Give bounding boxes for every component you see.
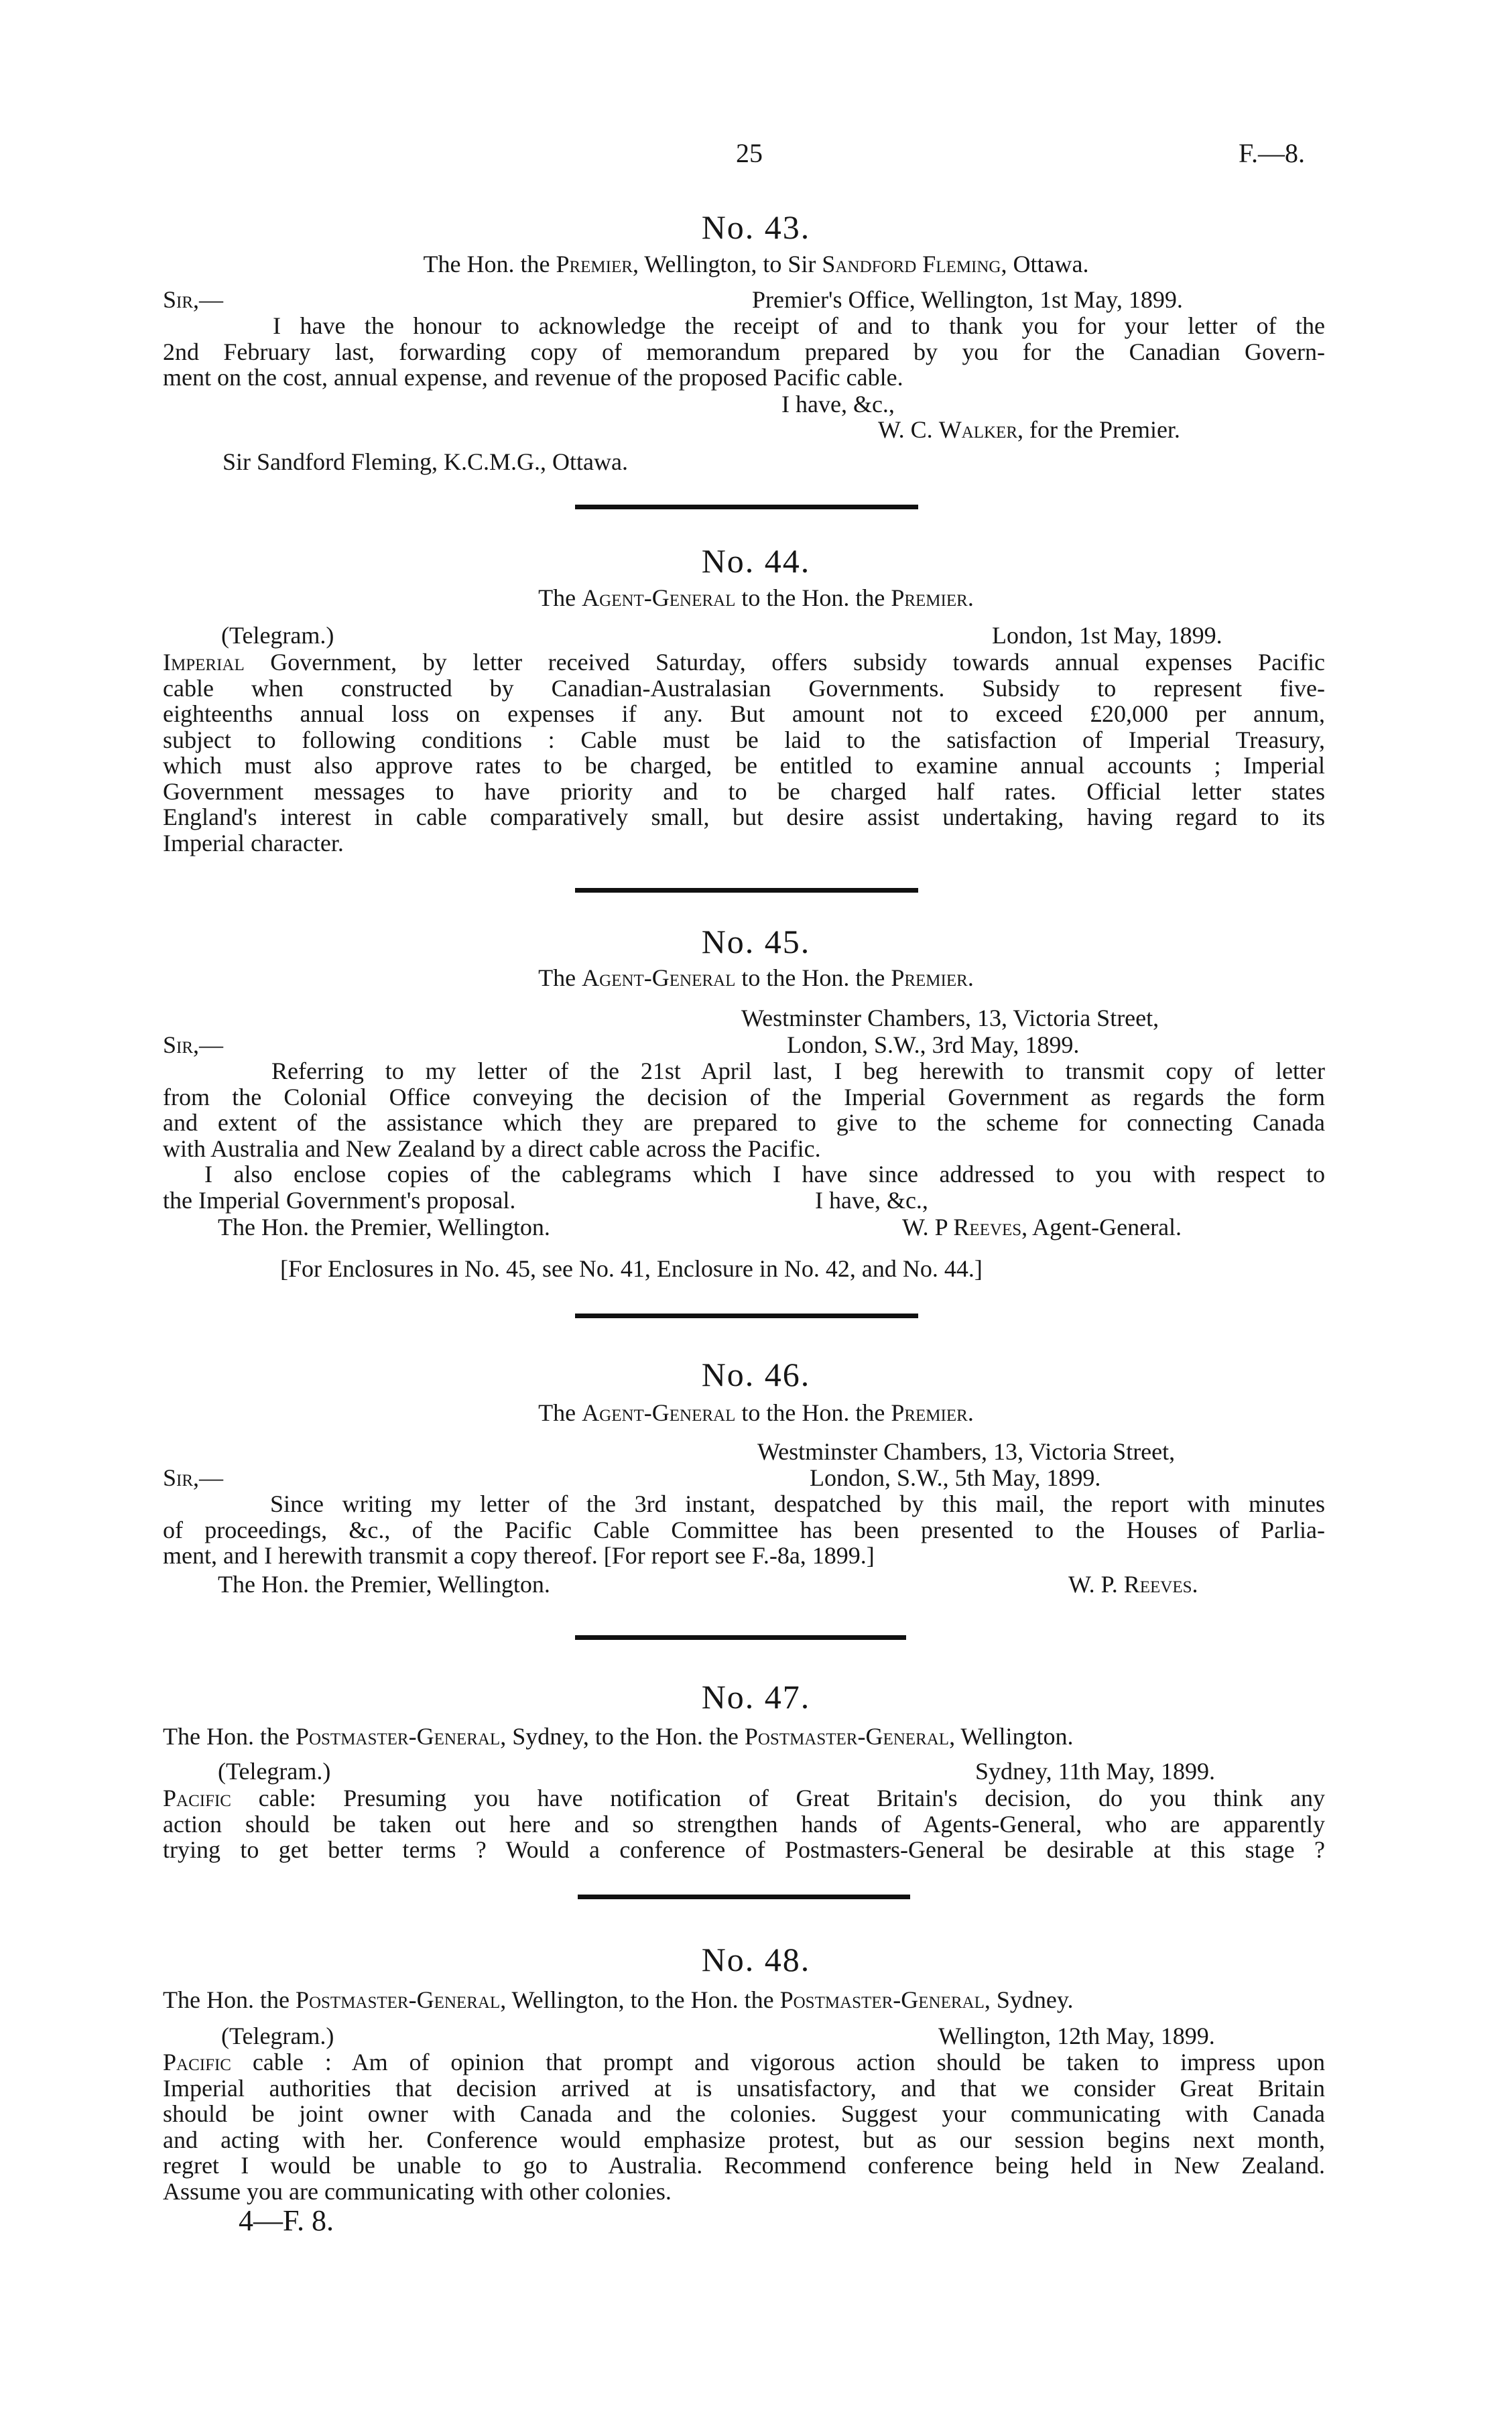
letter-43-number: No. 43. (701, 208, 811, 246)
letter-45-enclosure-note: [For Enclosures in No. 45, see No. 41, Enclosure in No. 42, and No. 44.] (280, 1255, 983, 1282)
letter-43-address: Premier's Office, Wellington, 1st May, 1899. (752, 286, 1183, 313)
letter-45-salutation: Sir,— (163, 1031, 224, 1058)
letter-46-salutation: Sir,— (163, 1464, 224, 1491)
letter-44-number: No. 44. (701, 542, 811, 580)
page-number: 25 (736, 138, 763, 168)
letter-46-address-line1: Westminster Chambers, 13, Victoria Street, (757, 1438, 1176, 1465)
letter-48-date: Wellington, 12th May, 1899. (938, 2023, 1215, 2049)
letter-43-salutation: Sir,— (163, 286, 224, 313)
letter-45-addressee: The Hon. the Premier, Wellington. (218, 1214, 550, 1240)
letter-48-heading: The Hon. the Postmaster-General, Wellington, to the Hon. the Postmaster-General, Sydney. (163, 1986, 1074, 2013)
separator-rule (575, 1314, 918, 1318)
separator-rule (578, 1895, 910, 1899)
letter-46-heading: The Agent-General to the Hon. the Premier. (538, 1399, 974, 1426)
letter-43-signature: W. C. Walker, for the Premier. (878, 416, 1180, 443)
letter-43-addressee: Sir Sandford Fleming, K.C.M.G., Ottawa. (223, 448, 628, 475)
letter-45-heading: The Agent-General to the Hon. the Premier. (538, 964, 974, 991)
letter-45-address-line2: London, S.W., 3rd May, 1899. (787, 1031, 1080, 1058)
letter-47-body: Pacific cable: Presuming you have notification of Great Britain's decision, do you think any action should be taken out here and so strengthen hands of Agents-General, who are apparently trying to get better terms ? Would a conference of Postmasters-General be desirable at this stage ? (163, 1785, 1325, 1863)
separator-rule (575, 505, 918, 509)
signature-mark: 4—F. 8. (239, 2204, 334, 2237)
letter-46-addressee: The Hon. the Premier, Wellington. (218, 1571, 550, 1598)
letter-46-number: No. 46. (701, 1356, 811, 1393)
letter-48-telegram-label: (Telegram.) (221, 2023, 334, 2049)
separator-rule (575, 888, 918, 893)
letter-44-date: London, 1st May, 1899. (992, 622, 1222, 649)
letter-45-closing: I have, &c., (815, 1187, 928, 1214)
letter-45-address-line1: Westminster Chambers, 13, Victoria Street, (741, 1005, 1159, 1031)
letter-46-body: Since writing my letter of the 3rd instant, despatched by this mail, the report with minutes of proceedings, &c., of the Pacific Cable Committee has been presented to the Houses of Parlia- ment, and I herewith transmit a copy thereof. [For report see F.-8a, 1899.] (163, 1490, 1325, 1569)
letter-46-address-line2: London, S.W., 5th May, 1899. (810, 1464, 1101, 1491)
letter-43-body: I have the honour to acknowledge the receipt of and to thank you for your letter of the 2nd February last, forwarding copy of memorandum prepared by you for the Canadian Govern- ment on the cost, annual expense, and revenue of the proposed Pacific cable. (163, 312, 1325, 391)
letter-48-body: Pacific cable : Am of opinion that prompt and vigorous action should be taken to impress upon Imperial authorities that decision arrived at is unsatisfactory, and that we consider Great Britain should be joint owner with Canada and the colonies. Suggest your communicating with Canada and acting with her. Conference would emphasize protest, but as our session begins next month, regret I would be unable to go to Australia. Recommend conference being held in New Zealand. Assume you are communicating with other colonies. (163, 2049, 1325, 2205)
letter-47-date: Sydney, 11th May, 1899. (975, 1758, 1215, 1785)
letter-44-body: Imperial Government, by letter received Saturday, offers subsidy towards annual expenses Pacific cable when constructed by Canadian-Australasian Governments. Subsidy to represent five- eighteenths annual loss on expenses if any. But amount not to exceed £20,000 per annum, subject to following conditions : Cable must be laid to the satisfaction of Imperial Treasury, which must also approve rates to be charged, be entitled to examine annual accounts ; Imperial Government messages to have priority and to be charged half rates. Official letter states England's interest in cable comparatively small, but desire assist undertaking, having regard to its Imperial character. (163, 649, 1325, 856)
letter-45-signature: W. P Reeves, Agent-General. (902, 1214, 1182, 1240)
letter-44-telegram-label: (Telegram.) (221, 622, 334, 649)
letter-44-heading: The Agent-General to the Hon. the Premier. (538, 584, 974, 611)
letter-43-closing: I have, &c., (781, 391, 895, 418)
separator-rule (575, 1635, 906, 1640)
document-reference: F.—8. (1239, 138, 1306, 168)
letter-43-heading: The Hon. the Premier, Wellington, to Sir Sandford Fleming, Ottawa. (423, 251, 1089, 277)
letter-45-body: Referring to my letter of the 21st April last, I beg herewith to transmit copy of letter from the Colonial Office conveying the decision of the Imperial Government as regards the form and extent of the assistance which they are prepared to give to the scheme for connecting Canada with Australia and New Zealand by a direct cable across the Pacific. I also enclose copies of the cablegrams which I have since addressed to you with respect to the Imperial Government's proposal. (163, 1058, 1325, 1214)
letter-47-heading: The Hon. the Postmaster-General, Sydney, to the Hon. the Postmaster-General, Wellington. (163, 1723, 1074, 1750)
letter-48-number: No. 48. (701, 1941, 811, 1978)
letter-46-signature: W. P. Reeves. (1068, 1571, 1198, 1598)
letter-47-telegram-label: (Telegram.) (218, 1758, 331, 1785)
letter-45-number: No. 45. (701, 923, 811, 960)
letter-47-number: No. 47. (701, 1678, 811, 1716)
